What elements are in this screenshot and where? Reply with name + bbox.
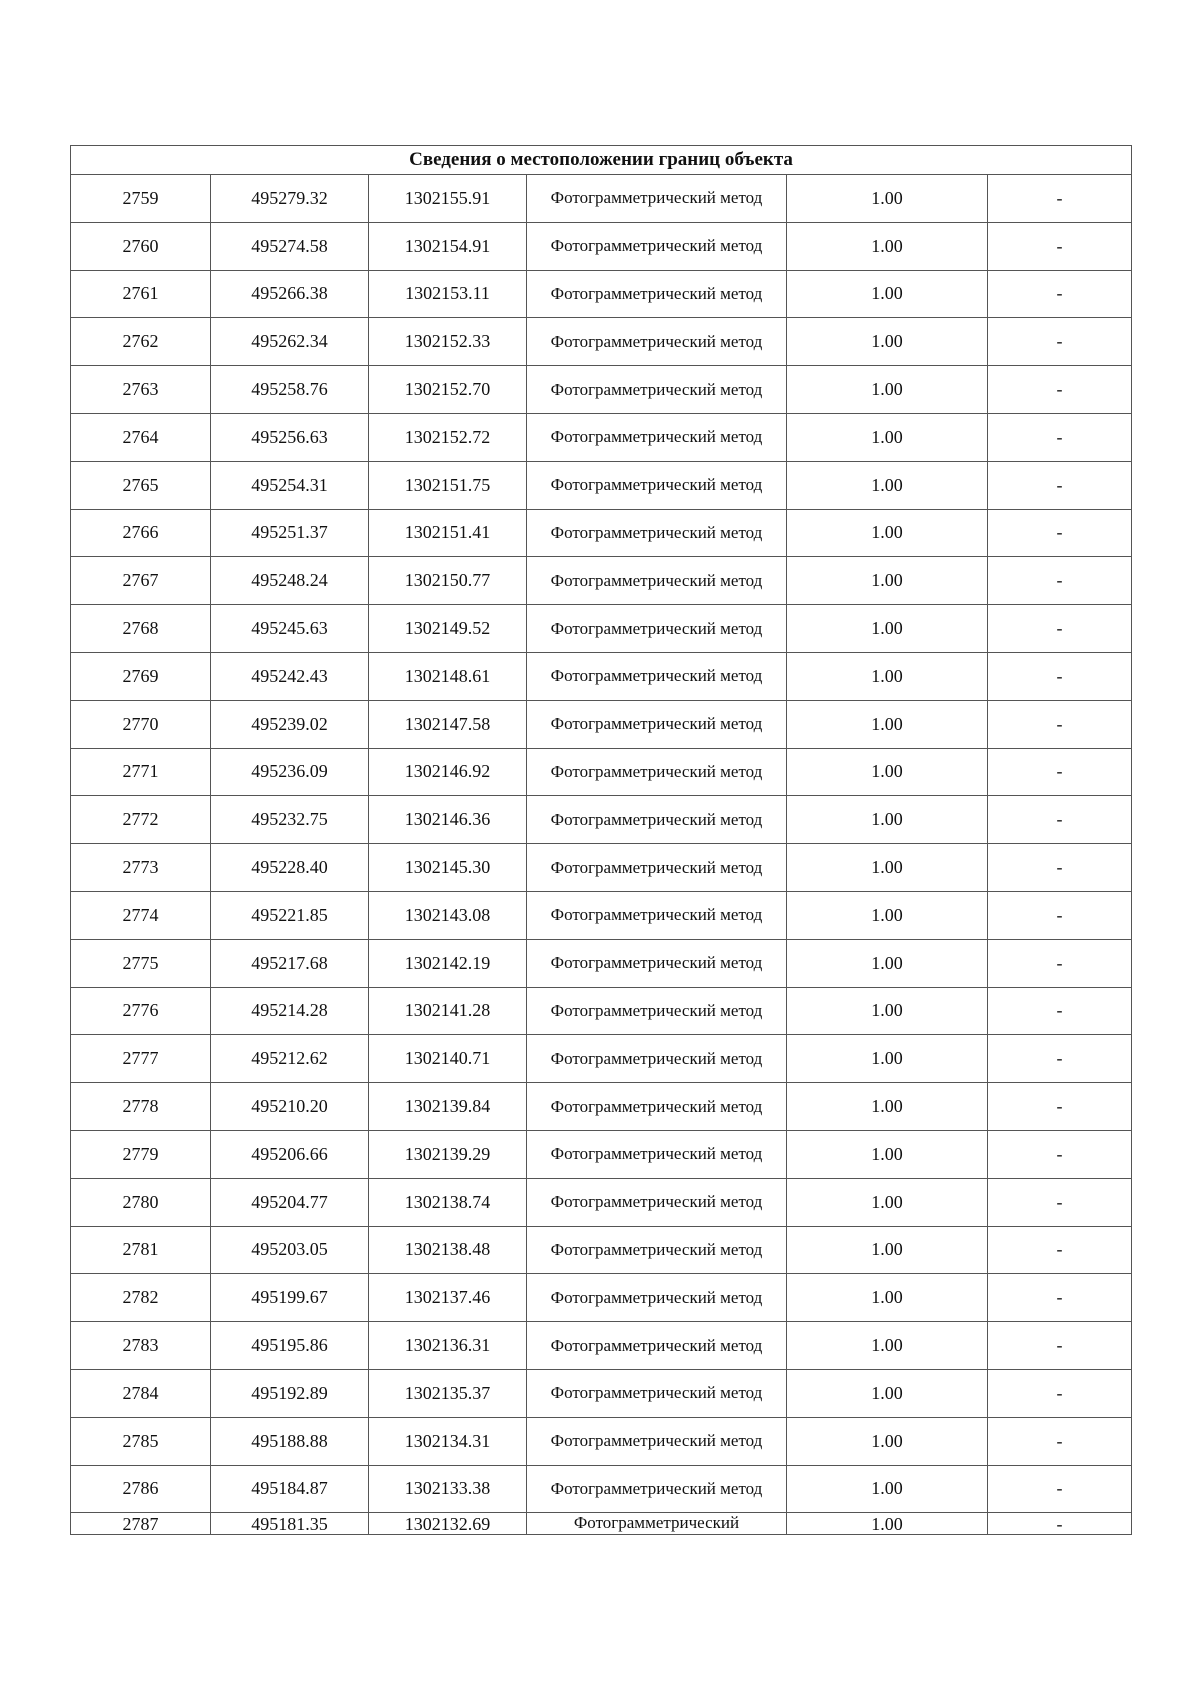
x-coordinate-cell: 495266.38 — [211, 270, 369, 318]
method-cell: Фотограмметрический метод — [527, 1274, 787, 1322]
accuracy-cell: 1.00 — [787, 413, 988, 461]
x-coordinate-cell: 495221.85 — [211, 891, 369, 939]
table-row — [71, 844, 1132, 892]
y-coordinate-cell: 1302154.91 — [369, 222, 527, 270]
point-number-cell: 2764 — [71, 413, 211, 461]
note-cell: - — [988, 318, 1132, 366]
table-row — [71, 891, 1132, 939]
y-coordinate-cell: 1302137.46 — [369, 1274, 527, 1322]
point-number-cell: 2767 — [71, 557, 211, 605]
point-number-cell: 2782 — [71, 1274, 211, 1322]
accuracy-cell: 1.00 — [787, 796, 988, 844]
y-coordinate-cell: 1302146.92 — [369, 748, 527, 796]
note-cell: - — [988, 366, 1132, 414]
note-cell: - — [988, 939, 1132, 987]
point-number-cell: 2776 — [71, 987, 211, 1035]
note-cell: - — [988, 1322, 1132, 1370]
point-number-cell: 2780 — [71, 1178, 211, 1226]
accuracy-cell: 1.00 — [787, 891, 988, 939]
accuracy-cell: 1.00 — [787, 844, 988, 892]
table-row — [71, 222, 1132, 270]
y-coordinate-cell: 1302142.19 — [369, 939, 527, 987]
method-cell: Фотограмметрический метод — [527, 652, 787, 700]
y-coordinate-cell: 1302134.31 — [369, 1417, 527, 1465]
method-cell: Фотограмметрический метод — [527, 413, 787, 461]
note-cell: - — [988, 844, 1132, 892]
note-cell: - — [988, 557, 1132, 605]
y-coordinate-cell: 1302152.72 — [369, 413, 527, 461]
y-coordinate-cell: 1302147.58 — [369, 700, 527, 748]
method-cell: Фотограмметрический метод — [527, 461, 787, 509]
point-number-cell: 2763 — [71, 366, 211, 414]
method-cell: Фотограмметрический метод — [527, 1178, 787, 1226]
note-cell: - — [988, 461, 1132, 509]
method-cell: Фотограмметрический метод — [527, 366, 787, 414]
table-row — [71, 748, 1132, 796]
x-coordinate-cell: 495206.66 — [211, 1130, 369, 1178]
x-coordinate-cell: 495228.40 — [211, 844, 369, 892]
y-coordinate-cell: 1302139.84 — [369, 1083, 527, 1131]
y-coordinate-cell: 1302132.69 — [369, 1513, 527, 1535]
table-title-row — [71, 146, 1132, 175]
x-coordinate-cell: 495192.89 — [211, 1369, 369, 1417]
x-coordinate-cell: 495210.20 — [211, 1083, 369, 1131]
method-cell: Фотограмметрический метод — [527, 1083, 787, 1131]
note-cell: - — [988, 1417, 1132, 1465]
accuracy-cell: 1.00 — [787, 1417, 988, 1465]
x-coordinate-cell: 495248.24 — [211, 557, 369, 605]
accuracy-cell: 1.00 — [787, 987, 988, 1035]
accuracy-cell: 1.00 — [787, 366, 988, 414]
table-row — [71, 413, 1132, 461]
note-cell: - — [988, 1226, 1132, 1274]
method-cell: Фотограмметрический метод — [527, 605, 787, 653]
y-coordinate-cell: 1302135.37 — [369, 1369, 527, 1417]
point-number-cell: 2785 — [71, 1417, 211, 1465]
note-cell: - — [988, 1035, 1132, 1083]
accuracy-cell: 1.00 — [787, 605, 988, 653]
accuracy-cell: 1.00 — [787, 652, 988, 700]
y-coordinate-cell: 1302143.08 — [369, 891, 527, 939]
note-cell: - — [988, 891, 1132, 939]
table-row — [71, 461, 1132, 509]
note-cell: - — [988, 748, 1132, 796]
accuracy-cell: 1.00 — [787, 1465, 988, 1513]
point-number-cell: 2760 — [71, 222, 211, 270]
table-row — [71, 270, 1132, 318]
point-number-cell: 2784 — [71, 1369, 211, 1417]
accuracy-cell: 1.00 — [787, 1322, 988, 1370]
table-row — [71, 1035, 1132, 1083]
note-cell: - — [988, 987, 1132, 1035]
method-cell: Фотограмметрический метод — [527, 222, 787, 270]
y-coordinate-cell: 1302145.30 — [369, 844, 527, 892]
point-number-cell: 2783 — [71, 1322, 211, 1370]
table-row — [71, 1369, 1132, 1417]
y-coordinate-cell: 1302140.71 — [369, 1035, 527, 1083]
accuracy-cell: 1.00 — [787, 700, 988, 748]
x-coordinate-cell: 495274.58 — [211, 222, 369, 270]
accuracy-cell: 1.00 — [787, 1178, 988, 1226]
point-number-cell: 2759 — [71, 175, 211, 223]
x-coordinate-cell: 495214.28 — [211, 987, 369, 1035]
method-cell: Фотограмметрический метод — [527, 748, 787, 796]
point-number-cell: 2766 — [71, 509, 211, 557]
note-cell: - — [988, 605, 1132, 653]
table-row — [71, 509, 1132, 557]
table-row — [71, 1417, 1132, 1465]
method-cell: Фотограмметрический метод — [527, 987, 787, 1035]
x-coordinate-cell: 495254.31 — [211, 461, 369, 509]
y-coordinate-cell: 1302152.33 — [369, 318, 527, 366]
point-number-cell: 2778 — [71, 1083, 211, 1131]
note-cell: - — [988, 652, 1132, 700]
table-row — [71, 939, 1132, 987]
y-coordinate-cell: 1302138.48 — [369, 1226, 527, 1274]
x-coordinate-cell: 495195.86 — [211, 1322, 369, 1370]
note-cell: - — [988, 1130, 1132, 1178]
y-coordinate-cell: 1302136.31 — [369, 1322, 527, 1370]
point-number-cell: 2770 — [71, 700, 211, 748]
note-cell: - — [988, 1513, 1132, 1535]
note-cell: - — [988, 1369, 1132, 1417]
y-coordinate-cell: 1302150.77 — [369, 557, 527, 605]
method-cell: Фотограмметрический метод — [527, 1035, 787, 1083]
x-coordinate-cell: 495204.77 — [211, 1178, 369, 1226]
method-cell: Фотограмметрический метод — [527, 1322, 787, 1370]
y-coordinate-cell: 1302153.11 — [369, 270, 527, 318]
point-number-cell: 2765 — [71, 461, 211, 509]
x-coordinate-cell: 495232.75 — [211, 796, 369, 844]
y-coordinate-cell: 1302148.61 — [369, 652, 527, 700]
x-coordinate-cell: 495239.02 — [211, 700, 369, 748]
point-number-cell: 2775 — [71, 939, 211, 987]
accuracy-cell: 1.00 — [787, 1130, 988, 1178]
method-cell: Фотограмметрический метод — [527, 700, 787, 748]
table-row — [71, 605, 1132, 653]
point-number-cell: 2786 — [71, 1465, 211, 1513]
note-cell: - — [988, 413, 1132, 461]
x-coordinate-cell: 495258.76 — [211, 366, 369, 414]
accuracy-cell: 1.00 — [787, 509, 988, 557]
method-cell: Фотограмметрический метод — [527, 509, 787, 557]
table-title: Сведения о местоположении границ объекта — [71, 146, 1132, 175]
method-cell: Фотограмметрический метод — [527, 1226, 787, 1274]
note-cell: - — [988, 1083, 1132, 1131]
note-cell: - — [988, 222, 1132, 270]
point-number-cell: 2774 — [71, 891, 211, 939]
table-row — [71, 1274, 1132, 1322]
boundary-coordinates-table — [70, 145, 1132, 1535]
table-row — [71, 796, 1132, 844]
table-row — [71, 366, 1132, 414]
y-coordinate-cell: 1302149.52 — [369, 605, 527, 653]
note-cell: - — [988, 1274, 1132, 1322]
accuracy-cell: 1.00 — [787, 270, 988, 318]
accuracy-cell: 1.00 — [787, 461, 988, 509]
accuracy-cell: 1.00 — [787, 222, 988, 270]
method-cell: Фотограмметрический метод — [527, 891, 787, 939]
table-row — [71, 175, 1132, 223]
y-coordinate-cell: 1302141.28 — [369, 987, 527, 1035]
point-number-cell: 2773 — [71, 844, 211, 892]
table-row — [71, 700, 1132, 748]
table-row — [71, 652, 1132, 700]
table-row — [71, 1465, 1132, 1513]
method-cell: Фотограмметрический — [527, 1513, 787, 1535]
x-coordinate-cell: 495245.63 — [211, 605, 369, 653]
point-number-cell: 2781 — [71, 1226, 211, 1274]
accuracy-cell: 1.00 — [787, 1035, 988, 1083]
y-coordinate-cell: 1302138.74 — [369, 1178, 527, 1226]
accuracy-cell: 1.00 — [787, 1226, 988, 1274]
x-coordinate-cell: 495262.34 — [211, 318, 369, 366]
note-cell: - — [988, 700, 1132, 748]
note-cell: - — [988, 1465, 1132, 1513]
accuracy-cell: 1.00 — [787, 939, 988, 987]
point-number-cell: 2777 — [71, 1035, 211, 1083]
method-cell: Фотограмметрический метод — [527, 318, 787, 366]
accuracy-cell: 1.00 — [787, 318, 988, 366]
method-cell: Фотограмметрический метод — [527, 1130, 787, 1178]
method-cell: Фотограмметрический метод — [527, 844, 787, 892]
accuracy-cell: 1.00 — [787, 1369, 988, 1417]
note-cell: - — [988, 1178, 1132, 1226]
point-number-cell: 2779 — [71, 1130, 211, 1178]
method-cell: Фотограмметрический метод — [527, 557, 787, 605]
table-body — [71, 175, 1132, 1535]
x-coordinate-cell: 495184.87 — [211, 1465, 369, 1513]
method-cell: Фотограмметрический метод — [527, 939, 787, 987]
accuracy-cell: 1.00 — [787, 748, 988, 796]
note-cell: - — [988, 175, 1132, 223]
accuracy-cell: 1.00 — [787, 1513, 988, 1535]
x-coordinate-cell: 495279.32 — [211, 175, 369, 223]
x-coordinate-cell: 495256.63 — [211, 413, 369, 461]
table-row — [71, 1178, 1132, 1226]
point-number-cell: 2769 — [71, 652, 211, 700]
y-coordinate-cell: 1302133.38 — [369, 1465, 527, 1513]
point-number-cell: 2787 — [71, 1513, 211, 1535]
table-row — [71, 1130, 1132, 1178]
y-coordinate-cell: 1302146.36 — [369, 796, 527, 844]
x-coordinate-cell: 495251.37 — [211, 509, 369, 557]
y-coordinate-cell: 1302151.75 — [369, 461, 527, 509]
table-row — [71, 1083, 1132, 1131]
y-coordinate-cell: 1302155.91 — [369, 175, 527, 223]
accuracy-cell: 1.00 — [787, 1083, 988, 1131]
point-number-cell: 2768 — [71, 605, 211, 653]
point-number-cell: 2761 — [71, 270, 211, 318]
table-row — [71, 1322, 1132, 1370]
note-cell: - — [988, 509, 1132, 557]
table-row — [71, 1513, 1132, 1535]
accuracy-cell: 1.00 — [787, 557, 988, 605]
method-cell: Фотограмметрический метод — [527, 1369, 787, 1417]
table-row — [71, 1226, 1132, 1274]
method-cell: Фотограмметрический метод — [527, 796, 787, 844]
point-number-cell: 2762 — [71, 318, 211, 366]
method-cell: Фотограмметрический метод — [527, 175, 787, 223]
y-coordinate-cell: 1302151.41 — [369, 509, 527, 557]
table-row — [71, 318, 1132, 366]
table-row — [71, 987, 1132, 1035]
y-coordinate-cell: 1302139.29 — [369, 1130, 527, 1178]
note-cell: - — [988, 796, 1132, 844]
note-cell: - — [988, 270, 1132, 318]
x-coordinate-cell: 495199.67 — [211, 1274, 369, 1322]
x-coordinate-cell: 495212.62 — [211, 1035, 369, 1083]
point-number-cell: 2771 — [71, 748, 211, 796]
method-cell: Фотограмметрический метод — [527, 270, 787, 318]
method-cell: Фотограмметрический метод — [527, 1465, 787, 1513]
accuracy-cell: 1.00 — [787, 1274, 988, 1322]
x-coordinate-cell: 495242.43 — [211, 652, 369, 700]
x-coordinate-cell: 495217.68 — [211, 939, 369, 987]
method-cell: Фотограмметрический метод — [527, 1417, 787, 1465]
x-coordinate-cell: 495181.35 — [211, 1513, 369, 1535]
point-number-cell: 2772 — [71, 796, 211, 844]
x-coordinate-cell: 495236.09 — [211, 748, 369, 796]
table-row — [71, 557, 1132, 605]
y-coordinate-cell: 1302152.70 — [369, 366, 527, 414]
accuracy-cell: 1.00 — [787, 175, 988, 223]
x-coordinate-cell: 495188.88 — [211, 1417, 369, 1465]
x-coordinate-cell: 495203.05 — [211, 1226, 369, 1274]
